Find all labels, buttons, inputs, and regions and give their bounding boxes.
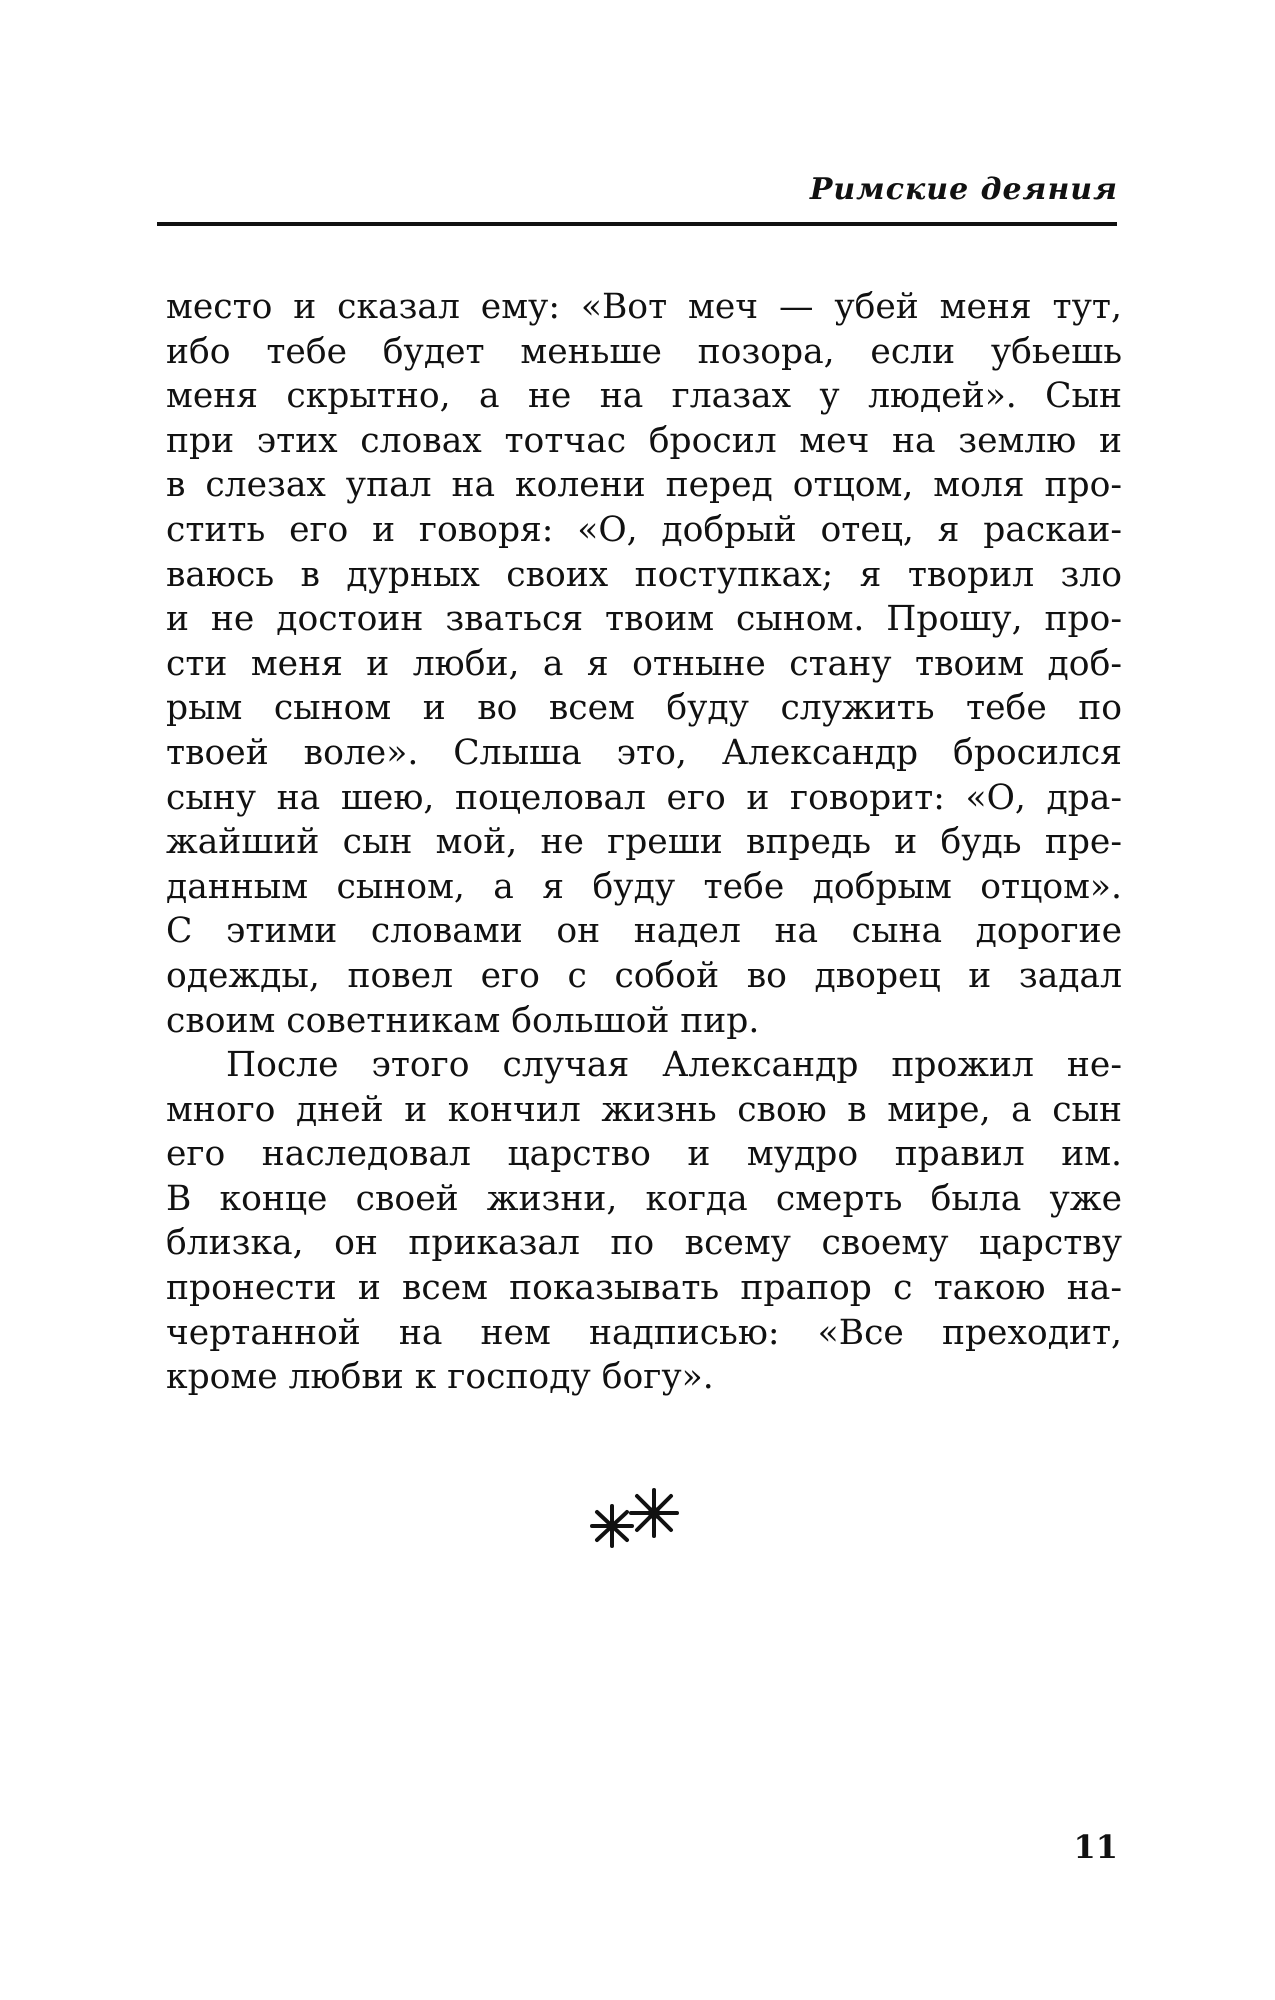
text-line: сыну на шею, поцеловал его и говорит: «О, дра- [166,777,1122,818]
text-line: ибо тебе будет меньше позора, если убьешь [166,331,1122,372]
text-line: сти меня и люби, а я отныне стану твоим доб- [166,643,1122,684]
text-line: жайший сын мой, не греши впредь и будь пре- [166,822,1122,863]
text-line: своим советникам большой пир. [166,1000,760,1041]
paragraph-1 [166,285,1122,1043]
text-line: стить его и говоря: «О, добрый отец, я раскаи- [166,509,1122,550]
paragraph-2 [166,1043,1122,1400]
text-line: ваюсь в дурных своих поступках; я творил зло [166,554,1122,595]
text-line: данным сыном, а я буду тебе добрым отцом». [166,866,1122,907]
text-line: меня скрытно, а не на глазах у людей». Сын [166,376,1122,417]
text-line: чертанной на нем надписью: «Все преходит, [166,1312,1122,1353]
text-line: твоей воле». Слыша это, Александр бросился [166,732,1122,773]
text-line: при этих словах тотчас бросил меч на землю и [166,420,1122,461]
running-title: Римские деяния [809,172,1118,207]
asterism-stars-icon [575,1488,695,1558]
text-line: одежды, повел его с собой во дворец и задал [166,955,1122,996]
header-rule [157,222,1117,226]
text-line: С этими словами он надел на сына дорогие [166,911,1122,952]
body-text [166,285,1122,1400]
text-line: место и сказал ему: «Вот меч — убей меня тут, [166,287,1122,327]
text-line: В конце своей жизни, когда смерть была уже [166,1178,1122,1219]
text-line: рым сыном и во всем буду служить тебе по [166,688,1122,729]
text-line: много дней и кончил жизнь свою в мире, а сын [166,1089,1122,1130]
text-line: и не достоин зваться твоим сыном. Прошу, про- [166,599,1122,640]
text-line-content: После этого случая Александр прожил не- [226,1045,1122,1086]
page-number: 11 [1073,1828,1118,1866]
text-line: в слезах упал на колени перед отцом, моля про- [166,465,1122,506]
text-line: его наследовал царство и мудро правил им. [166,1134,1122,1175]
text-line: пронести и всем показывать прапор с такою на- [166,1268,1122,1309]
text-line: близка, он приказал по всему своему царству [166,1223,1122,1264]
text-line [166,1043,1122,1088]
text-line: кроме любви к господу богу». [166,1357,714,1398]
